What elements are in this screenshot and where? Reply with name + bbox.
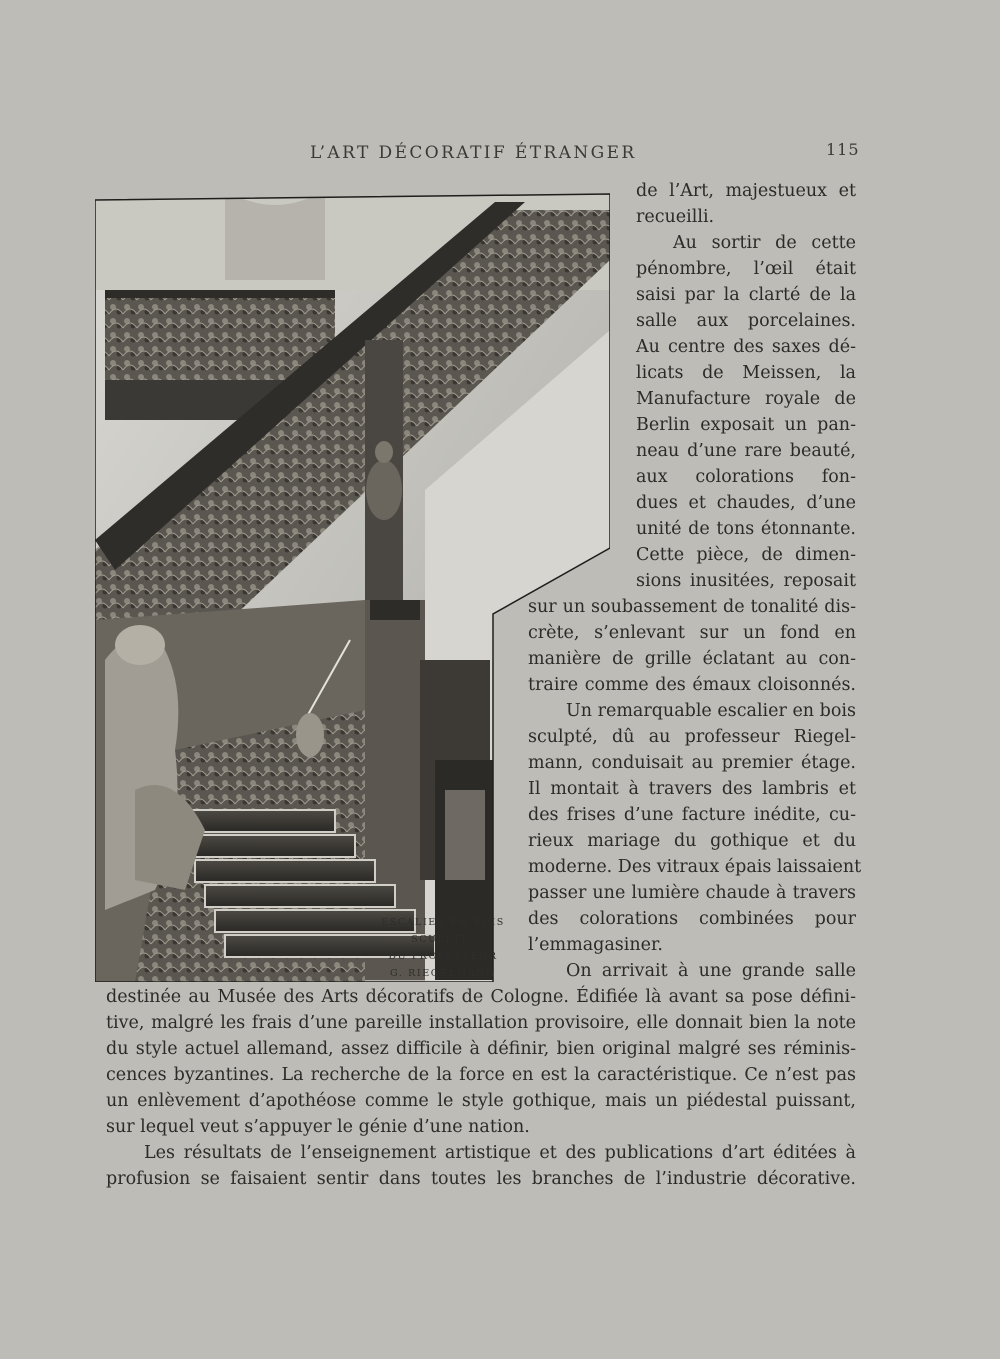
text-line: On arrivait à une grande salle [566,961,856,981]
text-line: sculpté, dû au professeur Riegel- [528,727,856,747]
text-line: recueilli. [636,207,715,227]
text-line: aux colorations fon- [636,467,856,487]
text-line: Il montait à travers des lambris et [528,779,856,799]
text-line: cences byzantines. La recherche de la force en est la caractéristique. Ce n’est pas [106,1065,856,1085]
text-line: du style actuel allemand, assez difficile à définir, bien original malgré ses réminis- [106,1039,856,1059]
text-line: destinée au Musée des Arts décoratifs de Cologne. Édifiée là avant sa pose défini- [106,987,856,1007]
running-title: L’ART DÉCORATIF ÉTRANGER [310,143,637,163]
text-line: traire comme des émaux cloisonnés. [528,675,856,695]
text-line: sions inusitées, reposait [636,571,856,591]
text-line: Cette pièce, de dimen- [636,545,856,565]
text-line: moderne. Des vitraux épais laissaient [528,857,862,877]
text-line: profusion se faisaient sentir dans toutes les branches de l’industrie décorative. [106,1169,856,1189]
text-line: salle aux porcelaines. [636,311,856,331]
text-line: rieux mariage du gothique et du [528,831,856,851]
caption-line: DU PROFESSEUR [388,951,498,962]
text-line: des frises d’une facture inédite, cu- [528,805,856,825]
page-number: 115 [826,140,860,159]
text-line: un enlèvement d’apothéose comme le style gothique, mais un piédestal puissant, [106,1091,856,1111]
photo-caption [368,914,518,982]
caption-line: ESCALIER EN BOIS [381,917,505,928]
text-line: Les résultats de l’enseignement artistique et des publications d’art éditées à [144,1143,856,1163]
text-line: Berlin exposait un pan- [636,415,856,435]
text-line: sur un soubassement de tonalité dis- [528,597,856,617]
text-line: manière de grille éclatant au con- [528,649,856,669]
text-line: sur lequel veut s’appuyer le génie d’une nation. [106,1117,530,1137]
text-line: mann, conduisait au premier étage. [528,753,856,773]
text-line: unité de tons étonnante. [636,519,856,539]
text-line: pénombre, l’œil était [636,259,856,279]
text-line: dues et chaudes, d’une [636,493,856,513]
text-line: Un remarquable escalier en bois [566,701,856,721]
text-line: crète, s’enlevant sur un fond en [528,623,856,643]
text-line: licats de Meissen, la [636,363,856,383]
text-line: l’emmagasiner. [528,935,663,955]
text-line: Au sortir de cette [673,233,856,253]
text-line: saisi par la clarté de la [636,285,856,305]
caption-line: SCULPTÉ, [411,934,475,945]
text-line: Au centre des saxes dé- [636,337,856,357]
text-line: neau d’une rare beauté, [636,441,856,461]
text-line: de l’Art, majestueux et [636,181,856,201]
text-line: des colorations combinées pour [528,909,856,929]
text-line: passer une lumière chaude à travers [528,883,856,903]
text-line: Manufacture royale de [636,389,856,409]
caption-line: G. RIEGELMANN [390,968,496,979]
text-line: tive, malgré les frais d’une pareille installation provisoire, elle donnait bien la note [106,1013,856,1033]
